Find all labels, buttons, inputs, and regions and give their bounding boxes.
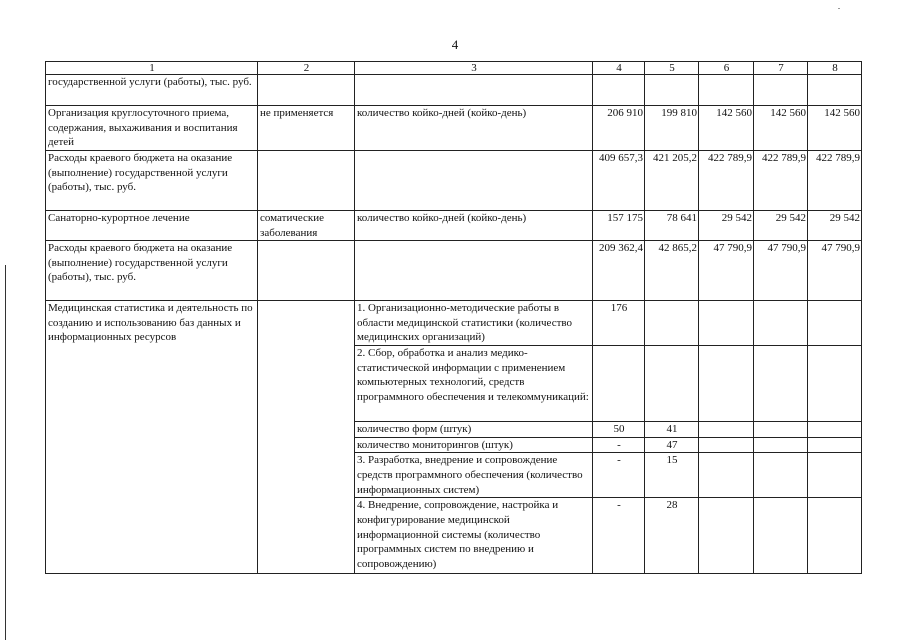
indicator-cell: 2. Сбор, обработка и анализ медико-статистической информации с применением компьютерных технологий, средств программного обеспечения и телекоммуникаций: [355, 346, 593, 422]
value-cell: 422 789,9 [808, 151, 862, 211]
value-cell: 422 789,9 [699, 151, 754, 211]
column-number: 1 [46, 62, 258, 75]
table-row [46, 106, 862, 151]
value-cell: 41 [645, 422, 699, 438]
row-label-cell: Санаторно-курортное лечение [46, 211, 258, 241]
value-cell: 157 175 [593, 211, 645, 241]
value-cell: 142 560 [808, 106, 862, 151]
scan-edge-line [5, 265, 6, 640]
value-cell: 47 790,9 [699, 241, 754, 301]
value-cell: - [593, 453, 645, 498]
indicator-cell: количество койко-дней (койко-день) [355, 106, 593, 151]
column-number: 6 [699, 62, 754, 75]
row-label-cell: Расходы краевого бюджета на оказание (выполнение) государственной услуги (работы), тыс. руб. [46, 241, 258, 301]
column-number: 2 [258, 62, 355, 75]
value-cell: 28 [645, 498, 699, 574]
indicator-cell: количество койко-дней (койко-день) [355, 211, 593, 241]
value-cell: 206 910 [593, 106, 645, 151]
column-number: 4 [593, 62, 645, 75]
scan-speck [838, 8, 840, 9]
value-cell: 421 205,2 [645, 151, 699, 211]
column-number: 7 [754, 62, 808, 75]
indicator-cell: количество форм (штук) [355, 422, 593, 438]
value-cell: 29 542 [754, 211, 808, 241]
value-cell: 29 542 [699, 211, 754, 241]
value-cell: 209 362,4 [593, 241, 645, 301]
value-cell: - [593, 498, 645, 574]
value-cell: 142 560 [699, 106, 754, 151]
column-number: 3 [355, 62, 593, 75]
value-cell: 47 [645, 437, 699, 453]
value-cell: 15 [645, 453, 699, 498]
table-row [46, 241, 862, 301]
value-cell: 42 865,2 [645, 241, 699, 301]
value-cell: 50 [593, 422, 645, 438]
value-cell: 47 790,9 [754, 241, 808, 301]
page-number: 4 [451, 37, 459, 52]
value-cell: 47 790,9 [808, 241, 862, 301]
value-cell: 176 [593, 301, 645, 346]
table-row [46, 75, 862, 106]
indicator-cell: 4. Внедрение, сопровождение, настройка и конфигурирование медицинской информационной системы (количество программных систем по внедрению и сопровождению) [355, 498, 593, 574]
value-cell: 29 542 [808, 211, 862, 241]
indicator-cell: количество мониторингов (штук) [355, 437, 593, 453]
indicator-cell: 3. Разработка, внедрение и сопровождение средств программного обеспечения (количество информационных систем) [355, 453, 593, 498]
row-label-cell: Медицинская статистика и деятельность по созданию и использованию баз данных и информационных ресурсов [46, 301, 258, 574]
value-cell: 409 657,3 [593, 151, 645, 211]
row-label-cell: государственной услуги (работы), тыс. руб. [46, 75, 258, 106]
category-cell: соматические заболевания [258, 211, 355, 241]
data-table [45, 61, 862, 574]
value-cell: - [593, 437, 645, 453]
value-cell: 199 810 [645, 106, 699, 151]
indicator-cell: 1. Организационно-методические работы в области медицинской статистики (количество медицинских организаций) [355, 301, 593, 346]
table-row [46, 301, 862, 346]
column-number: 5 [645, 62, 699, 75]
category-cell: не применяется [258, 106, 355, 151]
value-cell: 78 641 [645, 211, 699, 241]
row-label-cell: Расходы краевого бюджета на оказание (выполнение) государственной услуги (работы), тыс. руб. [46, 151, 258, 211]
column-number-row [46, 62, 862, 75]
table-row [46, 211, 862, 241]
column-number: 8 [808, 62, 862, 75]
row-label-cell: Организация круглосуточного приема, содержания, выхаживания и воспитания детей [46, 106, 258, 151]
value-cell: 422 789,9 [754, 151, 808, 211]
value-cell: 142 560 [754, 106, 808, 151]
table-row [46, 151, 862, 211]
